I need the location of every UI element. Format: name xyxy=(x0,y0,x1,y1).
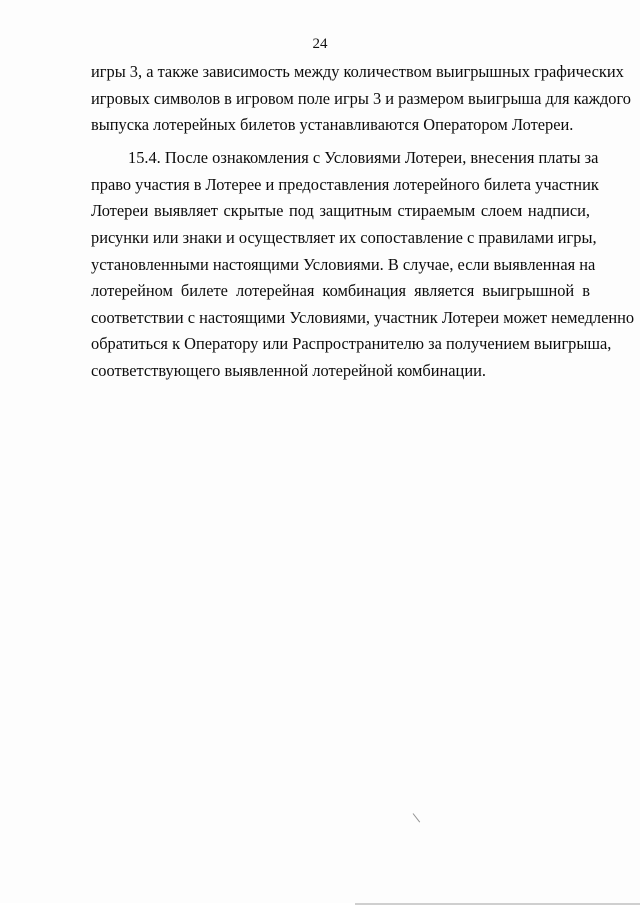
text-line: соответствии с настоящими Условиями, участник Лотереи может немедленно xyxy=(91,307,635,327)
paragraph-continuation xyxy=(91,59,632,139)
body-text xyxy=(91,59,635,385)
text-line: соответствующего выявленной лотерейной комбинации. xyxy=(91,361,486,381)
text-line: рисунки или знаки и осуществляет их сопоставление с правилами игры, xyxy=(91,228,597,248)
page-number: 24 xyxy=(312,36,328,52)
text-line: 15.4. После ознакомления с Условиями Лотереи, внесения платы за xyxy=(128,148,599,168)
text-line: лотерейном билете лотерейная комбинация является выигрышной в xyxy=(91,281,590,301)
text-line: обратиться к Оператору или Распространителю за получением выигрыша, xyxy=(91,334,612,354)
text-line: установленными настоящими Условиями. В случае, если выявленная на xyxy=(91,254,596,274)
text-line: выпуска лотерейных билетов устанавливаются Оператором Лотереи. xyxy=(91,115,574,135)
text-line: Лотереи выявляет скрытые под защитным стираемым слоем надписи, xyxy=(91,201,590,221)
text-line: игровых символов в игровом поле игры 3 и размером выигрыша для каждого xyxy=(91,88,632,108)
text-line: игры 3, а также зависимость между количеством выигрышных графических xyxy=(91,62,624,81)
scan-artifact-mark xyxy=(413,813,421,822)
paragraph-15-4 xyxy=(91,145,635,384)
text-line: право участия в Лотерее и предоставления лотерейного билета участник xyxy=(91,174,599,194)
